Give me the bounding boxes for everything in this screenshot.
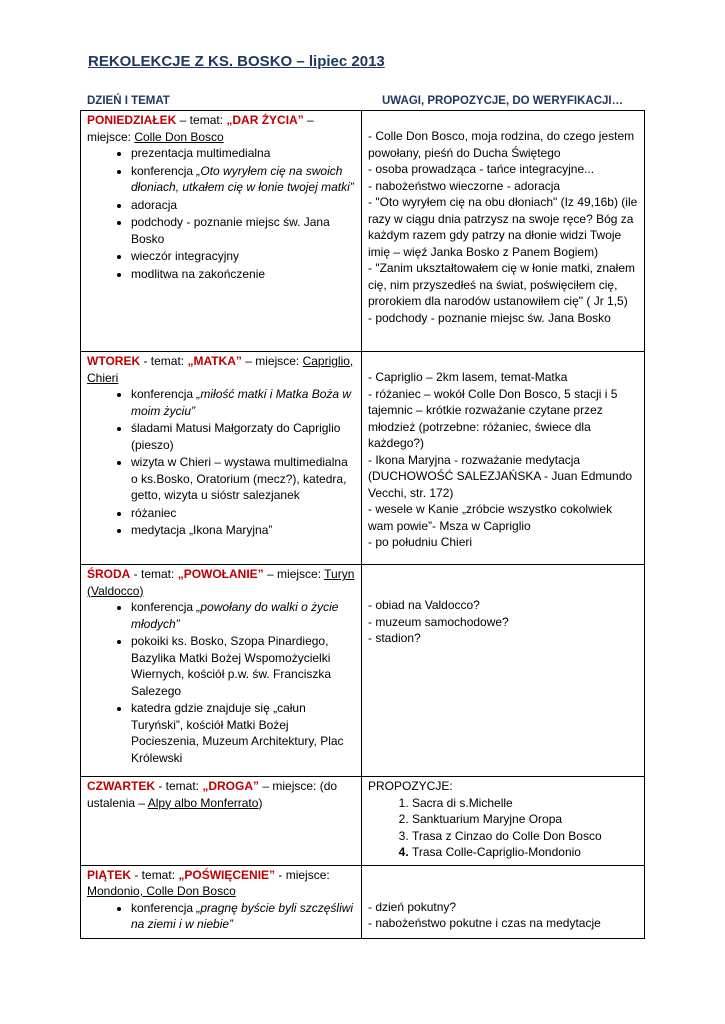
note-line: - stadion? [368,631,421,645]
list-item: • podchody - poznanie miejsc św. Jana Bosko [131,214,355,247]
list-item: • konferencja „Oto wyryłem cię na swoich dłoniach, utkałem cię w łonie twojej matki” [131,163,355,196]
document-title: REKOLEKCJE Z KS. BOSKO – lipiec 2013 [88,53,385,70]
list-item: • konferencja „miłość matki i Matka Boża w moim życiu” [131,386,355,419]
list-item: • adoracja [131,197,355,214]
notes-list [368,369,638,551]
table-row [81,565,645,777]
day-cell [81,352,362,565]
day-topic: „MATKA” [187,354,242,368]
list-item: • konferencja „powołany do walki o życie młodych” [131,599,355,632]
note-line: - obiad na Valdocco? [368,598,480,612]
list-item: • konferencja „pragnę byście byli szczęśliwi na ziemi i w niebie” [131,900,355,933]
day-name: ŚRODA [87,567,131,581]
day-cell [81,865,362,938]
day-place: Alpy albo Monferrato [147,795,259,810]
place-prefix: – miejsce: [87,113,314,144]
note-line: - "Zanim ukształtowałem cię w łonie matki, znałem cię, nim przyszedłeś na świat, poświęciłem cię, prorokiem dla narodów ustanowiłem cię" ( Jr 1,5) [368,261,636,308]
list-item: 4. Trasa Colle-Capriglio-Mondonio [412,844,638,861]
notes-cell [362,111,645,352]
day-heading [87,112,355,145]
day-topic: „POWOŁANIE” [177,567,264,581]
note-line: - po południu Chieri [368,535,473,549]
place-prefix: – miejsce: [263,567,325,581]
notes-list [368,128,638,326]
topic-prefix: – temat: [176,113,227,127]
note-line: - różaniec – wokół Colle Don Bosco, 5 stacji i 5 tajemnic – krótkie rozważanie czytane przez młodzież (potrzebne: różaniec, świece dla każdego?) [368,386,618,450]
day-name: WTOREK [87,354,141,368]
day-cell [81,777,362,866]
day-place: Turyn (Valdocco) [87,567,355,598]
notes-list [368,899,638,932]
place-prefix: - miejsce: [275,867,330,882]
note-line: - muzeum samochodowe? [368,614,509,629]
activity-list [87,145,355,282]
list-item: 3. Trasa z Cinzao do Colle Don Bosco [412,828,638,845]
retreat-schedule-table [80,110,645,939]
notes-cell [362,352,645,565]
note-line: - "Oto wyryłem cię na obu dłoniach" (Iz 49,16b) (ile razy w ciągu dnia patrzysz na swoje ręce? Bóg za każdym razem gdy patrzy na dłonie widzi Twoje imię – więź Janka Bosko z Panem Bogiem) [368,195,638,259]
topic-prefix: - temat: [155,779,203,793]
activity-list [87,599,355,766]
list-item: • medytacja „Ikona Maryjna” [131,522,355,539]
topic-prefix: - temat: [131,867,179,882]
day-topic: „POŚWIĘCENIE” [178,867,276,882]
note-line: - podchody - poznanie miejsc św. Jana Bosko [368,310,611,325]
list-item: • wizyta w Chieri – wystawa multimedialna o ks.Bosko, Oratorium (mecz?), katedra, getto, wizyta u sióstr salezjanek [131,454,355,504]
list-item: 1. Sacra di s.Michelle [412,795,638,812]
day-topic: „DROGA” [202,779,260,793]
notes-list [368,597,638,647]
day-topic: „DAR ŻYCIA” [226,113,304,127]
note-line: - osoba prowadząca - tańce integracyjne... [368,162,595,176]
day-name: CZWARTEK [87,779,155,793]
topic-prefix: - temat: [130,567,178,581]
notes-cell [362,777,645,866]
list-item: • prezentacja multimedialna [131,145,355,162]
table-row [81,865,645,938]
note-line: - Capriglio – 2km lasem, temat-Matka [368,370,568,384]
proposals-list [368,795,638,861]
note-line: - Ikona Maryjna - rozważanie medytacja (DUCHOWOŚĆ SALEZJAŃSKA - Juan Edmundo Vecchi, str. 172) [368,452,633,500]
table-row [81,777,645,866]
day-place: Mondonio, Colle Don Bosco [87,884,236,898]
day-place: Colle Don Bosco [134,129,224,144]
day-place: Capriglio, Chieri [87,354,354,385]
activity-list [87,900,355,933]
notes-cell [362,565,645,777]
table-row [81,111,645,352]
day-cell [81,111,362,352]
note-line: - Colle Don Bosco, moja rodzina, do czego jestem powołany, pieśń do Ducha Świętego [368,129,635,160]
topic-prefix: - temat: [140,354,188,368]
table-row [81,352,645,565]
list-item: 2. Sanktuarium Maryjne Oropa [412,811,638,828]
day-heading [87,778,355,811]
list-item: • wieczór integracyjny [131,248,355,265]
activity-list [87,386,355,539]
place-prefix: – miejsce: [241,354,303,368]
note-line: - nabożeństwo wieczorne - adoracja [368,178,561,193]
note-line: - wesele w Kanie „zróbcie wszystko cokolwiek wam powie”- Msza w Capriglio [368,502,613,533]
place-suffix: ) [258,795,263,810]
place-prefix: – miejsce: (do ustalenia – [87,779,338,810]
proposals-label: PROPOZYCJE: [368,779,453,793]
day-name: PONIEDZIAŁEK [87,113,177,127]
note-line: - nabożeństwo pokutne i czas na medytacje [368,916,601,930]
list-item: • modlitwa na zakończenie [131,266,355,283]
column-header-notes: UWAGI, PROPOZYCJE, DO WERYFIKACJI… [382,95,624,107]
day-cell [81,565,362,777]
note-line: - dzień pokutny? [368,899,457,914]
list-item: • śladami Matusi Małgorzaty do Capriglio (pieszo) [131,420,355,453]
day-heading [87,566,355,599]
list-item: • różaniec [131,505,355,522]
day-heading [87,353,355,386]
notes-cell [362,865,645,938]
list-item: • katedra gdzie znajduje się „całun Turyński”, kościół Matki Bożej Pocieszenia, Muzeum Architektury, Plac Królewski [131,700,355,766]
column-header-day-topic: DZIEŃ I TEMAT [87,95,170,107]
day-name: PIĄTEK [87,867,132,882]
list-item: • pokoiki ks. Bosko, Szopa Pinardiego, Bazylika Matki Bożej Wspomożycielki Wiernych, kościół p.w. św. Franciszka Salezego [131,633,355,699]
day-heading [87,867,355,900]
